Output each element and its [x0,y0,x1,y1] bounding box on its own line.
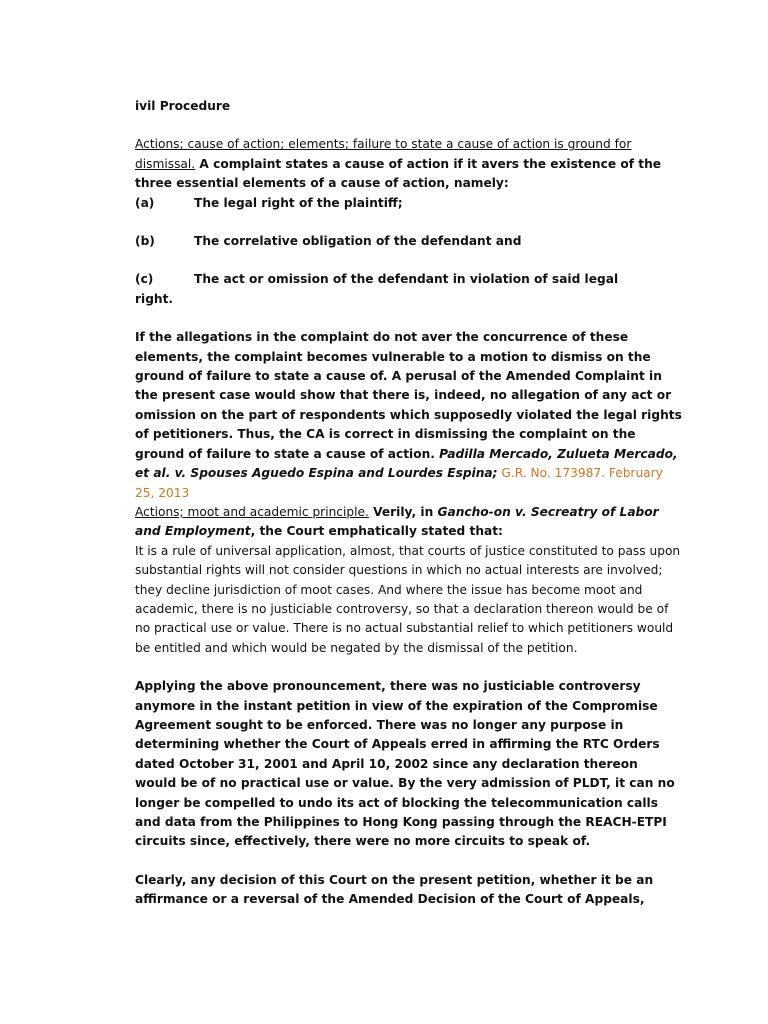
section-title: ivil Procedure [135,99,231,113]
moot-heading: Actions; moot and academic principle. [135,504,369,519]
mercado-body: If the allegations in the complaint do not aver the concurrence of these elements, the complaint becomes vulnerable to a motion to dismiss on the ground of failure to state a cause of. A perusal of the Amended Complaint in the present case would show that there is, indeed, no allegation of any act or omission on the part of respondents which supposedly violated the legal rights of petitioners. Thus, the CA is correct in dismissing the complaint on the ground of failure to state a cause of action. [135,330,682,461]
quoted-rule: It is a rule of universal application, almost, that courts of justice constituted to pass upon substantial rights will not consider questions in which no actual interests are involved; they decline jurisdiction of moot cases. And where the issue has become moot and academic, there is no justiciable controversy, so that a declaration thereon would be of no practical use or value. There is no actual substantial relief to which petitioners would be entitled and which would be negated by the dismissal of the petition. [135,543,681,655]
cause-of-action-intro: A complaint states a cause of action if it avers the existence of the three essential elements of a cause of action, namely: [135,156,662,191]
document-content [135,97,683,910]
element-item-a [135,194,683,213]
element-label: (b) [135,234,155,249]
element-item-c [135,270,683,289]
mercado-citation: G.R. No. 173987. February 25, 2013 [135,466,663,500]
moot-paragraph [135,503,683,542]
conclusion-paragraph: Clearly, any decision of this Court on the present petition, whether it be an affirmance or a reversal of the Amended Decision of the Court of Appeals, [135,872,654,907]
moot-intro-a: Verily, in [368,504,438,519]
gancho-case-name: Gancho-on v. Secreatry of Labor and Employment [135,504,659,539]
mercado-paragraph [135,328,683,503]
element-item-b [135,232,683,251]
mercado-case-name: Padilla Mercado, Zulueta Mercado, et al. v. Spouses Aguedo Espina and Lourdes Espina; [135,446,678,481]
element-label: (c) [135,272,154,287]
moot-intro-b: , the Court emphatically stated that: [250,524,503,539]
element-label: (a) [135,195,155,210]
application-paragraph: Applying the above pronouncement, there was no justiciable controversy anymore in the instant petition in view of the expiration of the Compromise Agreement sought to be enforced. There was no longer any purpose in determining whether the Court of Appeals erred in affirming the RTC Orders dated October 31, 2001 and April 10, 2002 since any declaration thereon would be of no practical use or value. By the very admission of PLDT, it can no longer be compelled to undo its act of blocking the telecommunication calls and data from the Philippines to Hong Kong passing through the REACH-ETPI circuits since, effectively, there were no more circuits to speak of. [135,679,675,849]
element-text: The act or omission of the defendant in violation of said legal [194,272,619,287]
cause-of-action-heading: Actions; cause of action; elements; failure to state a cause of action is ground for dismissal. [135,137,632,171]
cause-of-action-paragraph [135,135,683,193]
element-text: The correlative obligation of the defendant and [194,234,522,249]
element-text: The legal right of the plaintiff; [194,195,403,210]
element-c-continuation: right. [135,291,174,306]
